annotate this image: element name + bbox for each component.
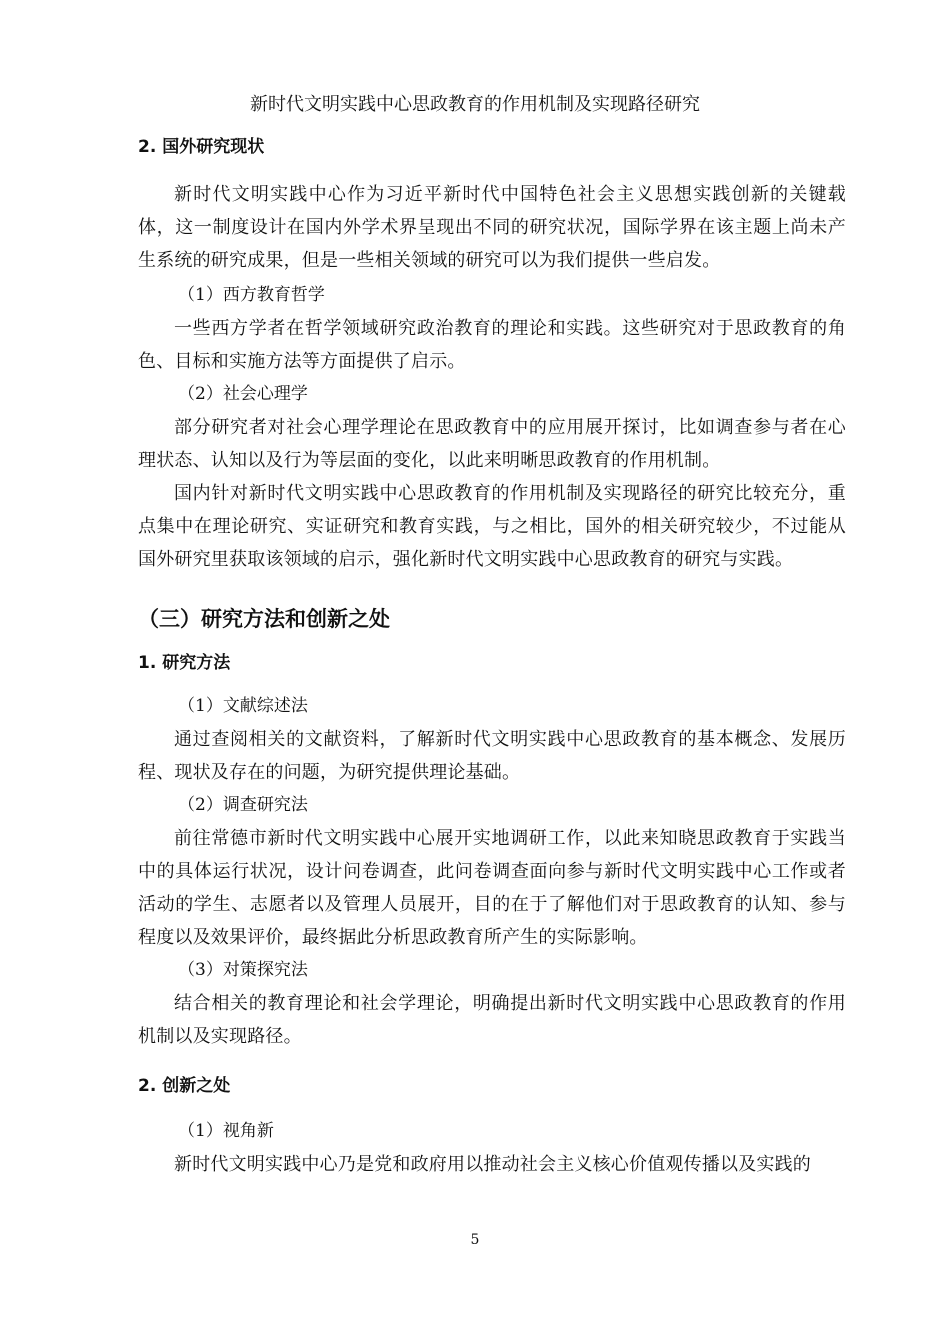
page-body bbox=[138, 134, 846, 1181]
subheading-social-psychology: （2）社会心理学 bbox=[178, 384, 308, 404]
heading-methods-innovation: （三）研究方法和创新之处 bbox=[138, 607, 390, 631]
subheading-western-philosophy: （1）西方教育哲学 bbox=[178, 285, 325, 305]
paragraph-new-perspective: 新时代文明实践中心乃是党和政府用以推动社会主义核心价值观传播以及实践的 bbox=[174, 1154, 811, 1175]
subheading-countermeasure-method: （3）对策探究法 bbox=[178, 960, 308, 980]
paragraph-social-psychology: 部分研究者对社会心理学理论在思政教育中的应用展开探讨，比如调查参与者在心理状态、认知以及行为等层面的变化，以此来明晰思政教育的作用机制。 bbox=[138, 417, 846, 471]
paragraph-literature-review: 通过查阅相关的文献资料，了解新时代文明实践中心思政教育的基本概念、发展历程、现状及存在的问题，为研究提供理论基础。 bbox=[138, 729, 846, 783]
heading-innovation: 2. 创新之处 bbox=[138, 1076, 231, 1096]
paragraph-survey-method: 前往常德市新时代文明实践中心展开实地调研工作，以此来知晓思政教育于实践当中的具体运行状况，设计问卷调查，此问卷调查面向参与新时代文明实践中心工作或者活动的学生、志愿者以及管理人员展开，目的在于了解他们对于思政教育的认知、参与程度以及效果评价，最终据此分析思政教育所产生的实际影响。 bbox=[138, 828, 846, 948]
paragraph-countermeasure-method: 结合相关的教育理论和社会学理论，明确提出新时代文明实践中心思政教育的作用机制以及实现路径。 bbox=[138, 993, 846, 1047]
paragraph-western-philosophy: 一些西方学者在哲学领域研究政治教育的理论和实践。这些研究对于思政教育的角色、目标和实施方法等方面提供了启示。 bbox=[138, 318, 846, 372]
paragraph-foreign-intro: 新时代文明实践中心作为习近平新时代中国特色社会主义思想实践创新的关键载体，这一制度设计在国内外学术界呈现出不同的研究状况，国际学界在该主题上尚未产生系统的研究成果，但是一些相关领域的研究可以为我们提供一些启发。 bbox=[138, 184, 846, 271]
subheading-new-perspective: （1）视角新 bbox=[178, 1121, 274, 1141]
subheading-survey-method: （2）调查研究法 bbox=[178, 795, 308, 815]
page-number: 5 bbox=[470, 1232, 480, 1248]
heading-research-methods: 1. 研究方法 bbox=[138, 653, 231, 673]
running-header: 新时代文明实践中心思政教育的作用机制及实现路径研究 bbox=[250, 94, 700, 115]
heading-foreign-research: 2. 国外研究现状 bbox=[138, 137, 265, 157]
paragraph-foreign-summary: 国内针对新时代文明实践中心思政教育的作用机制及实现路径的研究比较充分，重点集中在理论研究、实证研究和教育实践，与之相比，国外的相关研究较少，不过能从国外研究里获取该领域的启示，强化新时代文明实践中心思政教育的研究与实践。 bbox=[138, 483, 846, 570]
subheading-literature-review: （1）文献综述法 bbox=[178, 696, 308, 716]
